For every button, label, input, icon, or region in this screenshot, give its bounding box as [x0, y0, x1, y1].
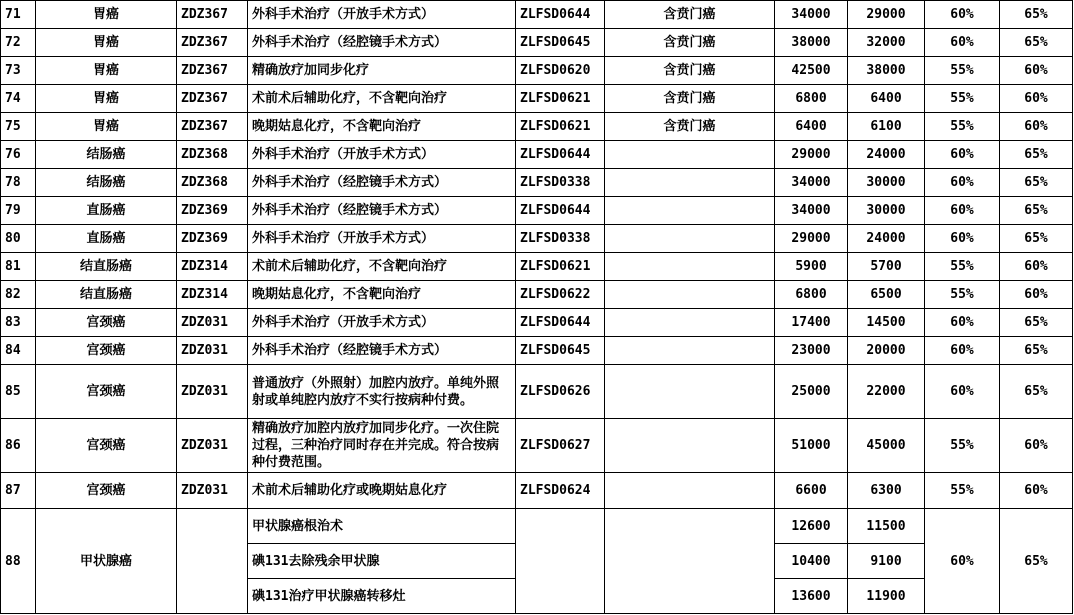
disease-cell: 胃癌 [36, 29, 177, 57]
row-number: 73 [1, 57, 36, 85]
disease-code-cell: ZDZ369 [177, 225, 248, 253]
table-row [1, 85, 1073, 113]
disease-code-cell: ZDZ367 [177, 57, 248, 85]
note-cell [605, 225, 775, 253]
disease-code-cell: ZDZ031 [177, 337, 248, 365]
ratio-a-cell: 55% [925, 113, 1000, 141]
disease-cell: 宫颈癌 [36, 337, 177, 365]
note-cell [605, 197, 775, 225]
disease-code-cell [177, 509, 248, 614]
note-cell [605, 509, 775, 614]
disease-code-cell: ZDZ368 [177, 141, 248, 169]
fee-a-cell: 51000 [775, 419, 848, 473]
fee-b-cell: 11500 [848, 509, 925, 544]
treatment-cell: 晚期姑息化疗，不含靶向治疗 [248, 281, 516, 309]
note-cell [605, 337, 775, 365]
fee-b-cell: 6100 [848, 113, 925, 141]
ratio-b-cell: 60% [1000, 473, 1073, 509]
table-row [1, 281, 1073, 309]
treatment-cell: 术前术后辅助化疗，不含靶向治疗 [248, 85, 516, 113]
note-cell: 含贲门癌 [605, 85, 775, 113]
table-row [1, 337, 1073, 365]
ratio-b-cell: 65% [1000, 197, 1073, 225]
disease-cell: 结肠癌 [36, 141, 177, 169]
ratio-b-cell: 65% [1000, 225, 1073, 253]
table-row [1, 57, 1073, 85]
disease-code-cell: ZDZ031 [177, 365, 248, 419]
fee-b-cell: 29000 [848, 1, 925, 29]
fee-b-cell: 20000 [848, 337, 925, 365]
ratio-a-cell: 60% [925, 1, 1000, 29]
ratio-b-cell: 60% [1000, 57, 1073, 85]
treatment-code-cell: ZLFSD0621 [516, 253, 605, 281]
disease-cell: 结直肠癌 [36, 281, 177, 309]
ratio-a-cell: 60% [925, 29, 1000, 57]
table-row [1, 1, 1073, 29]
row-number: 83 [1, 309, 36, 337]
table-row [1, 365, 1073, 419]
fee-a-cell: 38000 [775, 29, 848, 57]
ratio-b-cell: 65% [1000, 365, 1073, 419]
note-cell [605, 309, 775, 337]
fee-a-cell: 6400 [775, 113, 848, 141]
fee-a-cell: 17400 [775, 309, 848, 337]
fee-a-cell: 5900 [775, 253, 848, 281]
disease-code-cell: ZDZ367 [177, 1, 248, 29]
treatment-code-cell: ZLFSD0644 [516, 141, 605, 169]
ratio-a-cell: 55% [925, 281, 1000, 309]
ratio-b-cell: 60% [1000, 419, 1073, 473]
fee-a-cell: 10400 [775, 544, 848, 579]
row-number: 76 [1, 141, 36, 169]
fee-a-cell: 13600 [775, 579, 848, 614]
table-body [1, 1, 1073, 614]
fee-b-cell: 5700 [848, 253, 925, 281]
treatment-code-cell: ZLFSD0644 [516, 197, 605, 225]
treatment-code-cell: ZLFSD0645 [516, 29, 605, 57]
disease-code-cell: ZDZ367 [177, 113, 248, 141]
ratio-b-cell: 65% [1000, 309, 1073, 337]
fee-b-cell: 14500 [848, 309, 925, 337]
row-number: 86 [1, 419, 36, 473]
disease-cell: 结直肠癌 [36, 253, 177, 281]
fee-a-cell: 6600 [775, 473, 848, 509]
fee-a-cell: 6800 [775, 281, 848, 309]
treatment-code-cell: ZLFSD0645 [516, 337, 605, 365]
fee-a-cell: 25000 [775, 365, 848, 419]
treatment-code-cell: ZLFSD0338 [516, 169, 605, 197]
disease-code-cell: ZDZ314 [177, 253, 248, 281]
note-cell [605, 473, 775, 509]
treatment-code-cell: ZLFSD0624 [516, 473, 605, 509]
treatment-code-cell [516, 509, 605, 614]
fee-b-cell: 32000 [848, 29, 925, 57]
ratio-a-cell: 60% [925, 197, 1000, 225]
fee-b-cell: 30000 [848, 169, 925, 197]
ratio-a-cell: 55% [925, 57, 1000, 85]
ratio-a-cell: 60% [925, 225, 1000, 253]
row-number: 82 [1, 281, 36, 309]
treatment-cell: 术前术后辅助化疗，不含靶向治疗 [248, 253, 516, 281]
treatment-code-cell: ZLFSD0644 [516, 1, 605, 29]
treatment-cell: 普通放疗（外照射）加腔内放疗。单纯外照射或单纯腔内放疗不实行按病种付费。 [248, 365, 516, 419]
fee-b-cell: 38000 [848, 57, 925, 85]
ratio-b-cell: 65% [1000, 141, 1073, 169]
ratio-b-cell: 60% [1000, 253, 1073, 281]
row-number: 75 [1, 113, 36, 141]
disease-cell: 甲状腺癌 [36, 509, 177, 614]
fee-b-cell: 22000 [848, 365, 925, 419]
note-cell [605, 419, 775, 473]
table-row [1, 113, 1073, 141]
disease-cell: 宫颈癌 [36, 309, 177, 337]
treatment-cell: 术前术后辅助化疗或晚期姑息化疗 [248, 473, 516, 509]
note-cell: 含贲门癌 [605, 113, 775, 141]
table-row [1, 253, 1073, 281]
note-cell [605, 253, 775, 281]
fee-b-cell: 6400 [848, 85, 925, 113]
ratio-b-cell: 65% [1000, 169, 1073, 197]
note-cell: 含贲门癌 [605, 57, 775, 85]
fee-a-cell: 42500 [775, 57, 848, 85]
disease-code-cell: ZDZ031 [177, 309, 248, 337]
ratio-a-cell: 60% [925, 365, 1000, 419]
fee-a-cell: 29000 [775, 225, 848, 253]
ratio-b-cell: 65% [1000, 29, 1073, 57]
treatment-code-cell: ZLFSD0338 [516, 225, 605, 253]
fee-b-cell: 24000 [848, 225, 925, 253]
ratio-b-cell: 60% [1000, 113, 1073, 141]
table-row [1, 419, 1073, 473]
disease-cell: 胃癌 [36, 1, 177, 29]
fee-a-cell: 6800 [775, 85, 848, 113]
disease-cell: 胃癌 [36, 113, 177, 141]
row-number: 74 [1, 85, 36, 113]
treatment-cell: 甲状腺癌根治术 [248, 509, 516, 544]
row-number: 88 [1, 509, 36, 614]
disease-code-cell: ZDZ314 [177, 281, 248, 309]
treatment-code-cell: ZLFSD0626 [516, 365, 605, 419]
disease-cell: 直肠癌 [36, 225, 177, 253]
table-row [1, 509, 1073, 544]
ratio-b-cell: 60% [1000, 85, 1073, 113]
ratio-a-cell: 55% [925, 473, 1000, 509]
ratio-a-cell: 55% [925, 85, 1000, 113]
note-cell [605, 365, 775, 419]
treatment-cell: 外科手术治疗（经腔镜手术方式） [248, 337, 516, 365]
treatment-code-cell: ZLFSD0621 [516, 113, 605, 141]
row-number: 81 [1, 253, 36, 281]
treatment-cell: 外科手术治疗（经腔镜手术方式） [248, 169, 516, 197]
treatment-cell: 外科手术治疗（经腔镜手术方式） [248, 29, 516, 57]
fee-b-cell: 6500 [848, 281, 925, 309]
treatment-code-cell: ZLFSD0627 [516, 419, 605, 473]
treatment-cell: 碘131去除残余甲状腺 [248, 544, 516, 579]
treatment-code-cell: ZLFSD0644 [516, 309, 605, 337]
table-row [1, 197, 1073, 225]
row-number: 78 [1, 169, 36, 197]
fee-b-cell: 11900 [848, 579, 925, 614]
treatment-code-cell: ZLFSD0620 [516, 57, 605, 85]
fee-a-cell: 23000 [775, 337, 848, 365]
table-row [1, 169, 1073, 197]
disease-code-cell: ZDZ367 [177, 85, 248, 113]
disease-cell: 宫颈癌 [36, 473, 177, 509]
row-number: 87 [1, 473, 36, 509]
note-cell: 含贲门癌 [605, 29, 775, 57]
table-row [1, 225, 1073, 253]
row-number: 84 [1, 337, 36, 365]
disease-cell: 宫颈癌 [36, 365, 177, 419]
treatment-cell: 外科手术治疗（开放手术方式） [248, 1, 516, 29]
disease-cell: 直肠癌 [36, 197, 177, 225]
fee-b-cell: 6300 [848, 473, 925, 509]
treatment-cell: 外科手术治疗（开放手术方式） [248, 225, 516, 253]
row-number: 72 [1, 29, 36, 57]
table-row [1, 29, 1073, 57]
disease-cell: 宫颈癌 [36, 419, 177, 473]
fee-a-cell: 29000 [775, 141, 848, 169]
ratio-b-cell: 65% [1000, 1, 1073, 29]
treatment-cell: 碘131治疗甲状腺癌转移灶 [248, 579, 516, 614]
table-row [1, 141, 1073, 169]
row-number: 85 [1, 365, 36, 419]
ratio-a-cell: 60% [925, 337, 1000, 365]
disease-cell: 胃癌 [36, 85, 177, 113]
note-cell: 含贲门癌 [605, 1, 775, 29]
row-number: 71 [1, 1, 36, 29]
treatment-cell: 精确放疗加腔内放疗加同步化疗。一次住院过程，三种治疗同时存在并完成。符合按病种付费范围。 [248, 419, 516, 473]
ratio-a-cell: 55% [925, 419, 1000, 473]
treatment-cell: 外科手术治疗（开放手术方式） [248, 141, 516, 169]
disease-code-cell: ZDZ368 [177, 169, 248, 197]
row-number: 80 [1, 225, 36, 253]
ratio-a-cell: 60% [925, 509, 1000, 614]
treatment-cell: 外科手术治疗（开放手术方式） [248, 309, 516, 337]
disease-cell: 结肠癌 [36, 169, 177, 197]
disease-code-cell: ZDZ031 [177, 473, 248, 509]
note-cell [605, 141, 775, 169]
treatment-code-cell: ZLFSD0621 [516, 85, 605, 113]
ratio-a-cell: 60% [925, 169, 1000, 197]
ratio-a-cell: 60% [925, 309, 1000, 337]
disease-cell: 胃癌 [36, 57, 177, 85]
fee-b-cell: 24000 [848, 141, 925, 169]
note-cell [605, 281, 775, 309]
fee-a-cell: 34000 [775, 1, 848, 29]
treatment-cell: 精确放疗加同步化疗 [248, 57, 516, 85]
disease-code-cell: ZDZ369 [177, 197, 248, 225]
treatment-code-cell: ZLFSD0622 [516, 281, 605, 309]
table-row [1, 309, 1073, 337]
fee-a-cell: 34000 [775, 197, 848, 225]
table-row [1, 473, 1073, 509]
disease-code-cell: ZDZ031 [177, 419, 248, 473]
fee-a-cell: 34000 [775, 169, 848, 197]
fee-b-cell: 45000 [848, 419, 925, 473]
ratio-b-cell: 65% [1000, 509, 1073, 614]
fee-b-cell: 9100 [848, 544, 925, 579]
note-cell [605, 169, 775, 197]
fee-b-cell: 30000 [848, 197, 925, 225]
ratio-a-cell: 60% [925, 141, 1000, 169]
row-number: 79 [1, 197, 36, 225]
disease-code-cell: ZDZ367 [177, 29, 248, 57]
treatment-cell: 晚期姑息化疗，不含靶向治疗 [248, 113, 516, 141]
ratio-b-cell: 65% [1000, 337, 1073, 365]
ratio-b-cell: 60% [1000, 281, 1073, 309]
treatment-cell: 外科手术治疗（经腔镜手术方式） [248, 197, 516, 225]
ratio-a-cell: 55% [925, 253, 1000, 281]
fee-a-cell: 12600 [775, 509, 848, 544]
